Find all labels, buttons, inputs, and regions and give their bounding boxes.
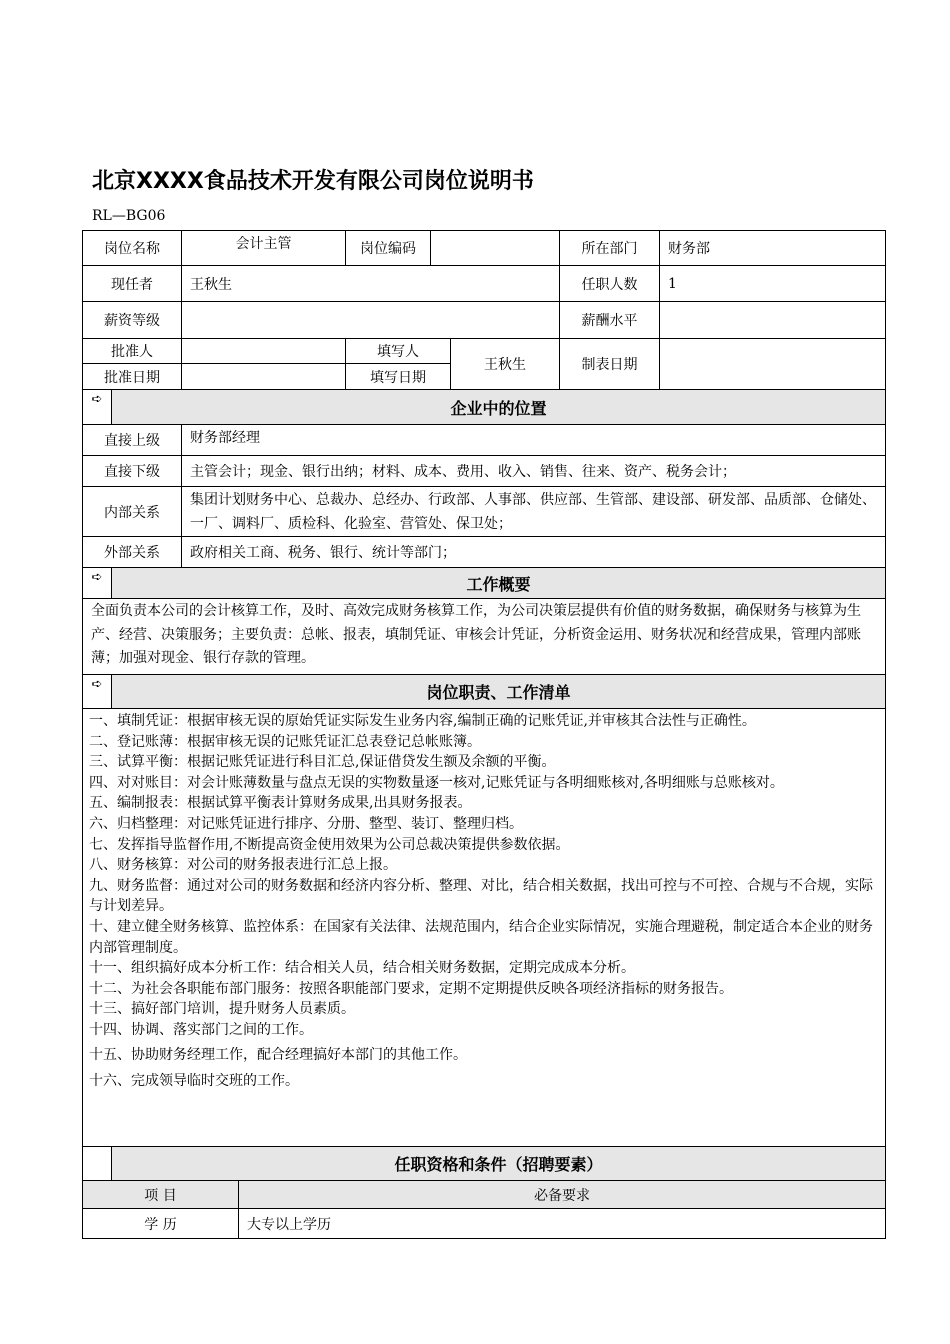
overview-text: 全面负责本公司的会计核算工作，及时、高效完成财务核算工作，为公司决策层提供有价值的财务数据，确保财务与核算为生产、经营、决策服务；主要负责：总帐、报表，填制凭证、审核会计凭证，分析资金运用、财务状况和经营成果，管理内部账薄；加强对现金、银行存款的管理。 bbox=[82, 598, 886, 675]
salary-grade-value bbox=[181, 301, 560, 339]
arrow-icon: ➪ bbox=[82, 389, 112, 425]
list-item: 七、发挥指导监督作用,不断提高资金使用效果为公司总裁决策提供参数依据。 bbox=[89, 836, 570, 853]
internal-relations-value: 集团计划财务中心、总裁办、总经办、行政部、人事部、供应部、生管部、建设部、研发部、品质部、仓储处、一厂、调料厂、质检科、化验室、营管处、保卫处； bbox=[181, 486, 886, 537]
column-header-requirement: 必备要求 bbox=[238, 1180, 886, 1209]
arrow-icon: ➪ bbox=[82, 674, 112, 709]
overview-section-header: 工作概要 bbox=[111, 567, 886, 599]
page-title: 北京XXXX食品技术开发有限公司岗位说明书 bbox=[92, 169, 534, 194]
incumbent-label: 现任者 bbox=[82, 265, 182, 302]
filler-label: 填写人 bbox=[345, 338, 451, 364]
list-item: 九、财务监督：通过对公司的财务数据和经济内容分析、整理、对比，结合相关数据，找出可控与不可控、合规与不合规，实际与计划差异。 bbox=[89, 877, 873, 915]
salary-level-label: 薪酬水平 bbox=[559, 301, 660, 339]
external-relations-value: 政府相关工商、税务、银行、统计等部门； bbox=[181, 536, 886, 568]
department-value: 财务部 bbox=[659, 230, 886, 266]
list-item: 三、试算平衡：根据记账凭证进行科目汇总,保证借贷发生额及余额的平衡。 bbox=[89, 754, 556, 771]
list-item: 一、填制凭证：根据审核无误的原始凭证实际发生业务内容,编制正确的记账凭证,并审核其合法性与正确性。 bbox=[89, 713, 756, 729]
headcount-value: 1 bbox=[659, 265, 886, 302]
qualification-section-header: 任职资格和条件（招聘要素） bbox=[111, 1146, 886, 1181]
arrow-icon: ➪ bbox=[82, 567, 112, 599]
approve-date-value bbox=[181, 363, 346, 390]
list-item: 十一、组织搞好成本分析工作：结合相关人员，结合相关财务数据，定期完成成本分析。 bbox=[89, 960, 635, 977]
approve-date-label: 批准日期 bbox=[82, 363, 182, 390]
superior-value: 财务部经理 bbox=[181, 424, 886, 456]
list-item: 四、对对账目：对会计账薄数量与盘点无误的实物数量逐一核对,记账凭证与各明细账核对,各明细账与总账核对。 bbox=[89, 774, 784, 791]
list-item: 十、建立健全财务核算、监控体系：在国家有关法律、法规范围内，结合企业实际情况，实施合理避税，制定适合本企业的财务内部管理制度。 bbox=[89, 918, 873, 956]
list-item: 十六、完成领导临时交班的工作。 bbox=[89, 1073, 299, 1090]
subordinate-value: 主管会计；现金、银行出纳；材料、成本、费用、收入、销售、往来、资产、税务会计； bbox=[181, 455, 886, 487]
list-item: 五、编制报表：根据试算平衡表计算财务成果,出具财务报表。 bbox=[89, 795, 472, 812]
superior-label: 直接上级 bbox=[82, 424, 182, 456]
post-name-label: 岗位名称 bbox=[82, 230, 182, 266]
list-item: 十四、协调、落实部门之间的工作。 bbox=[89, 1021, 313, 1038]
salary-level-value bbox=[659, 301, 886, 339]
incumbent-value: 王秋生 bbox=[181, 265, 560, 302]
education-label: 学 历 bbox=[82, 1208, 239, 1239]
external-relations-label: 外部关系 bbox=[82, 536, 182, 568]
duties-section-header: 岗位职责、工作清单 bbox=[111, 674, 886, 709]
list-item: 八、财务核算：对公司的财务报表进行汇总上报。 bbox=[89, 857, 397, 874]
headcount-label: 任职人数 bbox=[559, 265, 660, 302]
list-item: 十二、为社会各职能布部门服务：按照各职能部门要求，定期不定期提供反映各项经济指标的财务报告。 bbox=[89, 980, 733, 997]
subordinate-label: 直接下级 bbox=[82, 455, 182, 487]
post-name-value: 会计主管 bbox=[181, 230, 346, 266]
list-item: 六、归档整理：对记账凭证进行排序、分册、整型、装订、整理归档。 bbox=[89, 815, 523, 832]
list-item: 十五、协助财务经理工作，配合经理搞好本部门的其他工作。 bbox=[89, 1046, 467, 1063]
fill-date-label: 填写日期 bbox=[345, 363, 451, 390]
table-date-label: 制表日期 bbox=[559, 338, 660, 390]
internal-relations-label: 内部关系 bbox=[82, 486, 182, 537]
list-item: 十三、搞好部门培训，提升财务人员素质。 bbox=[89, 1001, 355, 1018]
list-item: 二、登记账薄：根据审核无误的记账凭证汇总表登记总帐账簿。 bbox=[89, 733, 481, 750]
department-label: 所在部门 bbox=[559, 230, 660, 266]
salary-grade-label: 薪资等级 bbox=[82, 301, 182, 339]
post-code-label: 岗位编码 bbox=[345, 230, 431, 266]
education-value: 大专以上学历 bbox=[238, 1208, 886, 1239]
approver-label: 批准人 bbox=[82, 338, 182, 364]
qualification-marker bbox=[82, 1146, 112, 1181]
filler-value: 王秋生 bbox=[450, 338, 560, 390]
column-header-item: 项 目 bbox=[82, 1180, 239, 1209]
approver-value bbox=[181, 338, 346, 364]
duties-list bbox=[82, 708, 886, 1147]
table-date-value bbox=[659, 338, 886, 390]
position-section-header: 企业中的位置 bbox=[111, 389, 886, 425]
post-code-value bbox=[430, 230, 560, 266]
document-code: RL—BG06 bbox=[92, 208, 166, 224]
